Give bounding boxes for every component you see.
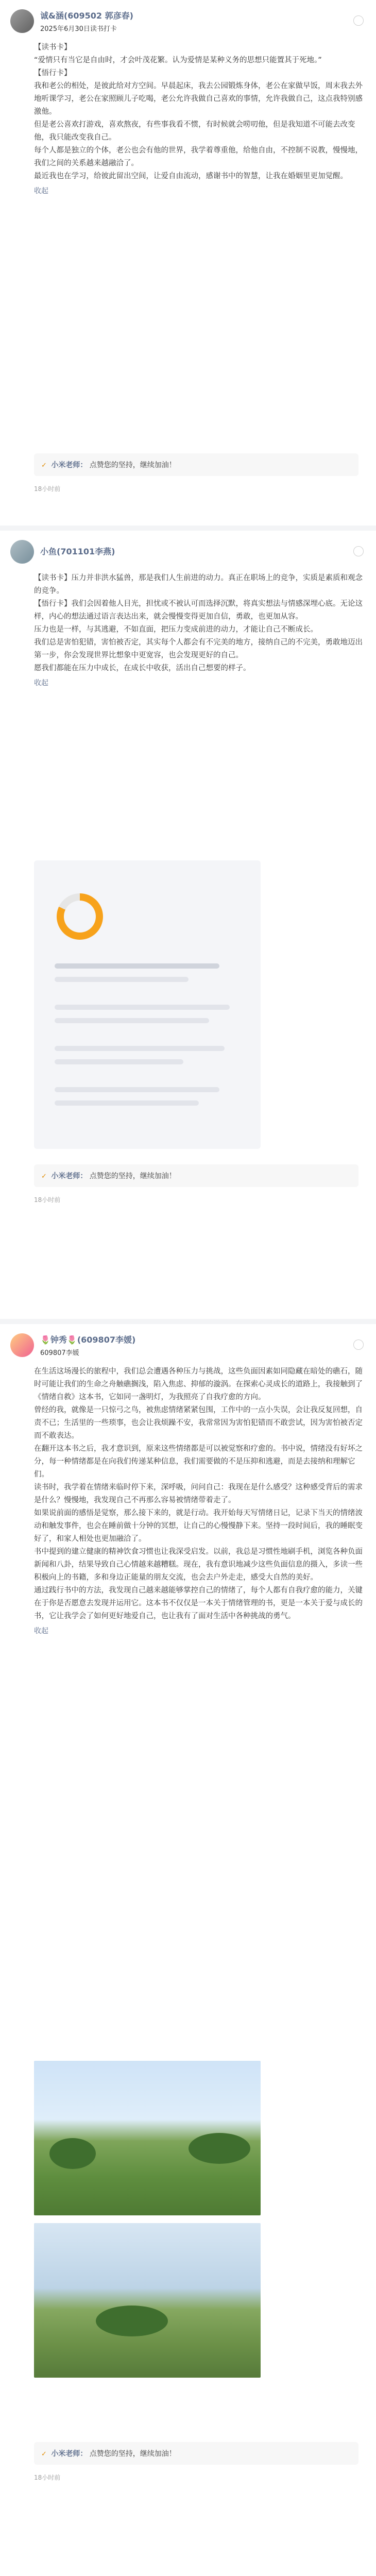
content-line: 曾经的我，就像是一只惊弓之鸟，被焦虑情绪紧紧包围，工作中的一点小失误，会让我反复回想，自责不已；生活里的一些琐事，也会让我烦躁不安，我常常因为害怕犯错而不敢尝试，因为害怕被否定而不敢表达。	[34, 1406, 363, 1440]
content-line: 我和老公的相处，是彼此给对方空间。早晨起床，我去公园锻炼身体，老公在家做早饭，周末我去外地听课学习，老公在家照顾儿子吃喝，老公允许我做自己喜欢的事情，允许我做自己，这点我特别感激他。	[34, 82, 363, 116]
progress-ring	[57, 893, 103, 940]
post-content	[34, 572, 364, 690]
content-line: 但是老公喜欢打游戏，喜欢熬夜，有些事我看不惯，有时候就会唠叨他，但是我知道不可能去改变他，我只能改变我自己。	[34, 121, 355, 142]
post-content	[34, 1365, 364, 1638]
avatar[interactable]	[10, 9, 34, 33]
check-icon: ✓	[41, 2450, 47, 2458]
content-line: 我们总是害怕犯错，害怕被否定，其实每个人都会有不完美的地方，接纳自己的不完美，勇敢地迈出第一步，你会发现世界比想象中更宽容，也会发现更好的自己。	[34, 638, 363, 659]
card-bar	[55, 1087, 219, 1092]
card-bar	[55, 1005, 230, 1010]
commenter-name[interactable]: 小米老师：	[51, 461, 88, 469]
photo-tree	[96, 2306, 168, 2336]
post-subtitle: 2025年6月30日读书打卡	[40, 25, 117, 33]
content-line: 读书时，我学着在情绪来临时停下来，深呼吸，问问自己：我现在是什么感受？这种感受背后的需求是什么？慢慢地，我发现自己不再那么容易被情绪带着走了。	[34, 1483, 363, 1504]
content-line: 【悟行卡】	[34, 69, 72, 77]
content-line: “爱情只有当它是自由时，才会叶茂花繁。认为爱情是某种义务的思想只能置其于死地。”	[34, 56, 322, 64]
comment-text: 点赞您的坚持，继续加油！	[89, 1172, 176, 1180]
attachment-photo[interactable]	[34, 2223, 261, 2378]
card-bar	[55, 1046, 225, 1051]
post-content	[34, 41, 364, 198]
content-line: 在翻开这本书之后，我才意识到，原来这些情绪都是可以被觉察和疗愈的。书中说，情绪没有好坏之分，每一种情绪都是在向我们传递某种信息，我们需要做的不是压抑和逃避，而是去接纳和理解它们。	[34, 1445, 363, 1479]
avatar[interactable]	[10, 540, 34, 564]
commenter-name[interactable]: 小米老师：	[51, 2450, 88, 2458]
card-bar	[55, 963, 219, 969]
post-card	[0, 0, 376, 526]
content-line: 如果说前面的感悟是觉察，那么接下来的，就是行动。我开始每天写情绪日记，记录下当天的情绪波动和触发事件，也会在睡前做十分钟的冥想，让自己的心慢慢静下来。坚持一段时间后，我的睡眠变好了，和家人相处也更加融洽了。	[34, 1509, 363, 1543]
attachment-image[interactable]	[34, 860, 261, 1149]
photo-tree	[189, 2133, 250, 2164]
teacher-comment	[34, 1164, 358, 1187]
content-line: 【读书卡】压力并非洪水猛兽，那是我们人生前进的动力。真正在职场上的竞争，实质是素质和观念的竞争。	[34, 574, 363, 595]
comment-text: 点赞您的坚持，继续加油！	[89, 461, 176, 469]
teacher-comment	[34, 453, 358, 476]
post-subtitle: 609807李媛	[40, 1349, 79, 1357]
author-name[interactable]: 诚&涵(609502 郭彦春)	[40, 11, 133, 21]
post-time: 18小时前	[34, 1196, 61, 1204]
post-time: 18小时前	[34, 2474, 61, 2481]
collapse-link[interactable]: 收起	[34, 187, 48, 195]
content-line: 最近我也在学习，给彼此留出空间，让爱自由流动，感谢书中的智慧，让我在婚姻里更加觉醒。	[34, 172, 348, 180]
card-bar	[55, 1100, 199, 1106]
post-header	[10, 1333, 135, 1357]
post-divider	[0, 526, 376, 531]
post-header	[10, 540, 115, 564]
content-line: 愿我们都能在压力中成长，在成长中收获，活出自己想要的样子。	[34, 664, 251, 672]
teacher-comment	[34, 2442, 358, 2465]
content-line: 在生活这场漫长的旅程中，我们总会遭遇各种压力与挑战，这些负面因素如同隐藏在暗处的礁石，随时可能让我们的生命之舟触礁搁浅，陷入焦虑、抑郁的漩涡。在探索心灵成长的道路上，我接触到了《情绪自救》这本书，它如同一盏明灯，为我照亮了自我疗愈的方向。	[34, 1367, 363, 1401]
commenter-name[interactable]: 小米老师：	[51, 1172, 88, 1180]
more-options-icon[interactable]	[353, 546, 364, 556]
content-line: 通过践行书中的方法，我发现自己越来越能够掌控自己的情绪了，每个人都有自我疗愈的能力，关键在于你是否愿意去发现并运用它。这本书不仅仅是一本关于情绪管理的书，更是一本关于爱与成长的书，它让我学会了如何更好地爱自己，也让我有了面对生活中各种挑战的勇气。	[34, 1586, 363, 1620]
post-divider	[0, 1319, 376, 1324]
attachment-photo[interactable]	[34, 2061, 261, 2215]
collapse-link[interactable]: 收起	[34, 679, 48, 687]
content-line: 【悟行卡】我们会因着他人目光，担忧或不被认可而选择沉默，将真实想法与情感深埋心底。无论这样，内心的想法通过语言表达出来，就会慢慢变得更加自信，勇敢，也更加从容。	[34, 600, 363, 621]
post-header	[10, 9, 133, 33]
collapse-link[interactable]: 收起	[34, 1627, 48, 1635]
post-card	[0, 1324, 376, 2576]
card-bar	[55, 1018, 209, 1023]
content-line: 压力也是一样，与其逃避，不如直面，把压力变成前进的动力，才能让自己不断成长。	[34, 625, 318, 634]
author-name[interactable]: 🌷钟秀🌷(609807李媛)	[40, 1335, 136, 1345]
comment-text: 点赞您的坚持，继续加油！	[89, 2450, 176, 2458]
more-options-icon[interactable]	[353, 15, 364, 26]
card-bar	[55, 1059, 183, 1064]
check-icon: ✓	[41, 462, 47, 469]
author-name[interactable]: 小鱼(701101李燕)	[40, 546, 115, 556]
photo-tree	[49, 2138, 96, 2169]
more-options-icon[interactable]	[353, 1340, 364, 1350]
content-line: 【读书卡】	[34, 43, 72, 52]
content-line: 书中提到的建立健康的精神饮食习惯也让我深受启发。以前，我总是习惯性地刷手机，浏览各种负面新闻和八卦，结果导致自己心情越来越糟糕。现在，我有意识地减少这些负面信息的摄入，多读一些积极向上的书籍，多和身边正能量的朋友交流，也会去户外走走，感受大自然的美好。	[34, 1548, 363, 1582]
card-bar	[55, 977, 189, 982]
avatar[interactable]	[10, 1333, 34, 1357]
content-line: 每个人都是独立的个体，老公也会有他的世界，我学着尊重他，给他自由，不控制不说教，慢慢地，我们之间的关系越来越融洽了。	[34, 146, 363, 167]
check-icon: ✓	[41, 1173, 47, 1180]
post-card	[0, 531, 376, 1319]
post-time: 18小时前	[34, 485, 61, 493]
